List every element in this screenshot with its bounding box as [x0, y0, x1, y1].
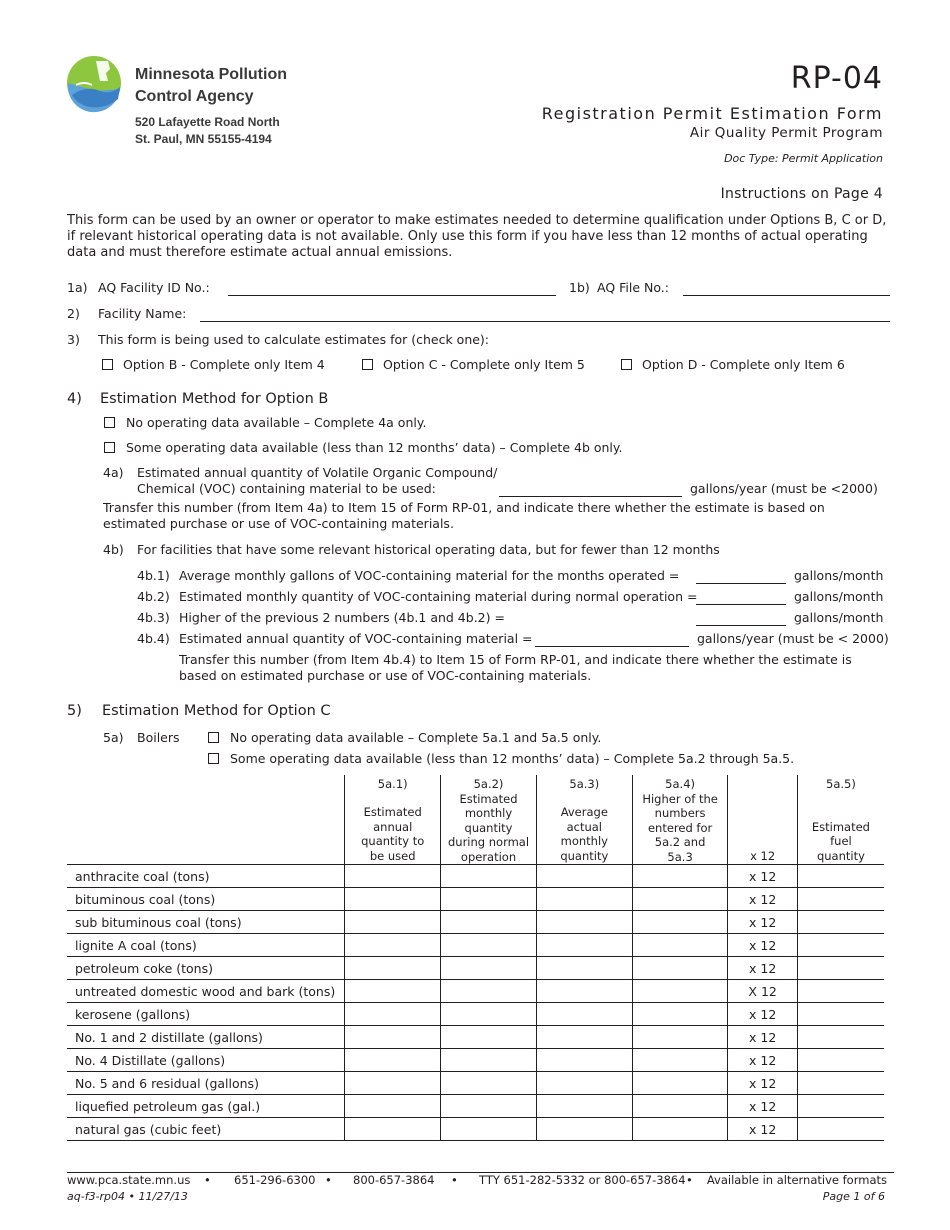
item-4b2-number: 4b.2) [137, 589, 170, 604]
agency-address-line1: 520 Lafayette Road North [135, 115, 280, 129]
footer-bullet: • [451, 1173, 458, 1187]
input-cell-5a4[interactable] [632, 1118, 728, 1141]
column-header-5a1 [345, 775, 441, 865]
input-cell-5a4[interactable] [632, 1003, 728, 1026]
fuel-type-label: No. 5 and 6 residual (gallons) [67, 1072, 345, 1095]
item-3-label: This form is being used to calculate estimates for (check one): [98, 332, 490, 347]
aq-facility-id-field[interactable] [228, 295, 556, 296]
input-cell-5a1[interactable] [345, 1118, 441, 1141]
fuel-type-label: bituminous coal (tons) [67, 888, 345, 911]
input-cell-5a3[interactable] [536, 1003, 632, 1026]
input-cell-5a5[interactable] [797, 1095, 884, 1118]
table-header-row [67, 775, 884, 865]
multiplier-label: x 12 [728, 888, 797, 911]
program-name: Air Quality Permit Program [689, 125, 883, 141]
column-header-desc: Estimated monthly quantity during normal operation [447, 791, 530, 864]
column-header-5a4 [632, 775, 728, 865]
input-cell-5a4[interactable] [632, 888, 728, 911]
option-b-some-data-label: Some operating data available (less than 12 months’ data) – Complete 4b only. [126, 440, 623, 455]
multiplier-label: x 12 [728, 1049, 797, 1072]
column-header-desc: Estimated annual quantity to be used [361, 805, 425, 863]
item-4b4-label: Estimated annual quantity of VOC-containing material = [179, 631, 533, 646]
multiplier-label: x 12 [728, 1003, 797, 1026]
footer-phone2: 800-657-3864 [353, 1173, 435, 1187]
item-4b-label: For facilities that have some relevant historical operating data, but for fewer than 12 months [137, 542, 720, 557]
input-cell-5a3[interactable] [536, 1049, 632, 1072]
input-cell-5a3[interactable] [536, 980, 632, 1003]
item-4a-transfer-note: Transfer this number (from Item 4a) to Item 15 of Form RP-01, and indicate there whether the estimate is based on estimated purchase or use of VOC-containing materials. [103, 500, 825, 531]
table-row [67, 1049, 884, 1072]
agency-name-line1: Minnesota Pollution [135, 66, 287, 83]
footer-form-code: aq-f3-rp04 • 11/27/13 [67, 1190, 188, 1203]
table-row [67, 888, 884, 911]
item-1a-number: 1a) [67, 280, 88, 295]
boiler-fuel-table [67, 775, 884, 1141]
form-title: Registration Permit Estimation Form [541, 104, 883, 123]
fuel-type-label: sub bituminous coal (tons) [67, 911, 345, 934]
input-cell-5a4[interactable] [632, 1026, 728, 1049]
item-5-number: 5) [67, 703, 82, 719]
column-header-5a2 [441, 775, 537, 865]
agency-address-line2: St. Paul, MN 55155-4194 [135, 132, 272, 146]
input-cell-5a5[interactable] [797, 1026, 884, 1049]
fuel-column-header [67, 775, 345, 865]
input-cell-5a1[interactable] [345, 1072, 441, 1095]
input-cell-5a5[interactable] [797, 934, 884, 957]
item-4b1-label: Average monthly gallons of VOC-containing material for the months operated = [179, 568, 680, 583]
input-cell-5a2[interactable] [441, 934, 537, 957]
item-4b4-field[interactable] [535, 646, 689, 647]
footer-phone1: 651-296-6300 [234, 1173, 316, 1187]
item-4a-unit: gallons/year (must be <2000) [690, 481, 878, 496]
multiplier-label: x 12 [728, 865, 797, 888]
item-4b2-field[interactable] [696, 604, 786, 605]
input-cell-5a2[interactable] [441, 1003, 537, 1026]
input-cell-5a4[interactable] [632, 980, 728, 1003]
item-4b1-number: 4b.1) [137, 568, 170, 583]
footer-bullet: • [325, 1173, 332, 1187]
item-4b4-number: 4b.4) [137, 631, 170, 646]
voc-annual-quantity-field[interactable] [499, 496, 682, 497]
fuel-type-label: kerosene (gallons) [67, 1003, 345, 1026]
fuel-type-label: petroleum coke (tons) [67, 957, 345, 980]
fuel-type-label: untreated domestic wood and bark (tons) [67, 980, 345, 1003]
input-cell-5a2[interactable] [441, 1095, 537, 1118]
table-row [67, 911, 884, 934]
fuel-type-label: No. 1 and 2 distillate (gallons) [67, 1026, 345, 1049]
table-row [67, 980, 884, 1003]
item-4b2-unit: gallons/month [794, 589, 884, 604]
input-cell-5a1[interactable] [345, 980, 441, 1003]
input-cell-5a3[interactable] [536, 911, 632, 934]
input-cell-5a2[interactable] [441, 1026, 537, 1049]
footer-bullet: • [686, 1173, 693, 1187]
fuel-type-label: liquefied petroleum gas (gal.) [67, 1095, 345, 1118]
input-cell-5a1[interactable] [345, 1026, 441, 1049]
input-cell-5a1[interactable] [345, 911, 441, 934]
facility-name-field[interactable] [200, 321, 890, 322]
table-row [67, 934, 884, 957]
input-cell-5a2[interactable] [441, 888, 537, 911]
table-row [67, 957, 884, 980]
input-cell-5a5[interactable] [797, 1118, 884, 1141]
input-cell-5a2[interactable] [441, 980, 537, 1003]
item-4b-number: 4b) [103, 542, 124, 557]
input-cell-5a4[interactable] [632, 934, 728, 957]
input-cell-5a3[interactable] [536, 865, 632, 888]
item-4a-line2: Chemical (VOC) containing material to be used: [137, 481, 436, 496]
table-row [67, 1026, 884, 1049]
option-c-label: Option C - Complete only Item 5 [383, 357, 585, 372]
column-header-desc: Higher of the numbers entered for 5a.2 and 5a.3 [642, 791, 718, 864]
fuel-type-label: lignite A coal (tons) [67, 934, 345, 957]
input-cell-5a4[interactable] [632, 911, 728, 934]
item-1b-number: 1b) [569, 280, 590, 295]
input-cell-5a1[interactable] [345, 1003, 441, 1026]
footer-page-number: Page 1 of 6 [822, 1190, 885, 1203]
multiplier-label: x 12 [728, 911, 797, 934]
input-cell-5a2[interactable] [441, 1118, 537, 1141]
multiplier-label: x 12 [728, 1072, 797, 1095]
column-header-desc: x 12 [750, 848, 776, 863]
input-cell-5a3[interactable] [536, 957, 632, 980]
option-b-some-data-checkbox[interactable] [104, 442, 115, 453]
item-4b-transfer-note: Transfer this number (from Item 4b.4) to Item 15 of Form RP-01, and indicate there whether the estimate is based on estimated purchase or use of VOC-containing materials. [179, 652, 852, 683]
instructions-note: Instructions on Page 4 [720, 186, 883, 202]
input-cell-5a3[interactable] [536, 1072, 632, 1095]
column-header-number: 5a.1) [377, 777, 408, 791]
table-row [67, 1118, 884, 1141]
input-cell-5a5[interactable] [797, 888, 884, 911]
form-number: RP-04 [790, 61, 883, 96]
input-cell-5a4[interactable] [632, 957, 728, 980]
column-header-5a5 [797, 775, 884, 865]
column-header-number: 5a.5) [826, 777, 856, 791]
input-cell-5a5[interactable] [797, 865, 884, 888]
input-cell-5a5[interactable] [797, 1049, 884, 1072]
item-5a-number: 5a) [103, 730, 124, 745]
option-c-no-data-label: No operating data available – Complete 5a.1 and 5a.5 only. [230, 730, 602, 745]
input-cell-5a3[interactable] [536, 1095, 632, 1118]
multiplier-label: x 12 [728, 957, 797, 980]
input-cell-5a2[interactable] [441, 1049, 537, 1072]
footer-bullet: • [204, 1173, 211, 1187]
table-row [67, 1003, 884, 1026]
input-cell-5a2[interactable] [441, 957, 537, 980]
input-cell-5a3[interactable] [536, 934, 632, 957]
item-4a-number: 4a) [103, 465, 124, 480]
option-d-label: Option D - Complete only Item 6 [642, 357, 845, 372]
input-cell-5a1[interactable] [345, 957, 441, 980]
input-cell-5a1[interactable] [345, 888, 441, 911]
input-cell-5a1[interactable] [345, 865, 441, 888]
item-4-number: 4) [67, 391, 82, 407]
fuel-type-label: natural gas (cubic feet) [67, 1118, 345, 1141]
option-c-no-data-checkbox[interactable] [208, 732, 219, 743]
column-header-desc: Estimated fuel quantity [811, 819, 870, 863]
option-d-checkbox[interactable] [621, 359, 632, 370]
item-1b-label: AQ File No.: [597, 280, 669, 295]
item-1a-label: AQ Facility ID No.: [98, 280, 210, 295]
input-cell-5a4[interactable] [632, 1049, 728, 1072]
item-3-number: 3) [67, 332, 80, 347]
column-header-desc: Average actual monthly quantity [560, 805, 609, 863]
input-cell-5a5[interactable] [797, 980, 884, 1003]
option-b-no-data-checkbox[interactable] [104, 417, 115, 428]
footer-alt-formats: Available in alternative formats [706, 1173, 887, 1187]
multiplier-label: X 12 [728, 980, 797, 1003]
input-cell-5a2[interactable] [441, 1072, 537, 1095]
item-4a-line1: Estimated annual quantity of Volatile Organic Compound/ [137, 465, 498, 480]
footer-website: www.pca.state.mn.us [67, 1173, 191, 1187]
column-header-number [728, 775, 796, 777]
input-cell-5a2[interactable] [441, 865, 537, 888]
item-4b1-field[interactable] [696, 583, 786, 584]
item-4b3-label: Higher of the previous 2 numbers (4b.1 and 4b.2) = [179, 610, 505, 625]
column-header-5a3 [536, 775, 632, 865]
footer-tty: TTY 651-282-5332 or 800-657-3864 [479, 1173, 686, 1187]
table-row [67, 1095, 884, 1118]
option-b-label: Option B - Complete only Item 4 [123, 357, 325, 372]
table-row [67, 1072, 884, 1095]
column-header-number: 5a.2) [473, 777, 504, 791]
input-cell-5a5[interactable] [797, 1003, 884, 1026]
item-4b4-unit: gallons/year (must be < 2000) [697, 631, 889, 646]
input-cell-5a3[interactable] [536, 1118, 632, 1141]
input-cell-5a1[interactable] [345, 934, 441, 957]
item-4b3-field[interactable] [696, 625, 786, 626]
option-b-checkbox[interactable] [102, 359, 113, 370]
agency-logo-icon [66, 55, 126, 115]
item-5a-label: Boilers [137, 730, 180, 745]
table-row [67, 865, 884, 888]
input-cell-5a1[interactable] [345, 1095, 441, 1118]
input-cell-5a2[interactable] [441, 911, 537, 934]
agency-name-line2: Control Agency [135, 88, 254, 105]
input-cell-5a4[interactable] [632, 865, 728, 888]
multiplier-label: x 12 [728, 1095, 797, 1118]
option-c-some-data-label: Some operating data available (less than 12 months’ data) – Complete 5a.2 through 5a.5. [230, 751, 795, 766]
aq-file-no-field[interactable] [683, 295, 890, 296]
multiplier-label: x 12 [728, 1118, 797, 1141]
intro-text: This form can be used by an owner or operator to make estimates needed to determine qualification under Options B, C or D, if relevant historical operating data is not available. Only use this form if you have less than 12 months of actual operating data and must therefore estimate actual annual emissions. [67, 213, 887, 260]
column-header-multiplier [728, 775, 797, 865]
agency-logo [66, 55, 126, 115]
input-cell-5a1[interactable] [345, 1049, 441, 1072]
multiplier-label: x 12 [728, 1026, 797, 1049]
input-cell-5a3[interactable] [536, 1026, 632, 1049]
input-cell-5a3[interactable] [536, 888, 632, 911]
item-4b2-label: Estimated monthly quantity of VOC-containing material during normal operation = [179, 589, 698, 604]
input-cell-5a5[interactable] [797, 1072, 884, 1095]
doc-type: Doc Type: Permit Application [724, 152, 883, 165]
item-2-number: 2) [67, 306, 80, 321]
option-c-checkbox[interactable] [362, 359, 373, 370]
input-cell-5a4[interactable] [632, 1072, 728, 1095]
fuel-type-label: anthracite coal (tons) [67, 865, 345, 888]
column-header-number: 5a.4) [665, 777, 695, 791]
option-b-no-data-label: No operating data available – Complete 4a only. [126, 415, 427, 430]
item-2-label: Facility Name: [98, 306, 187, 321]
item-4b3-unit: gallons/month [794, 610, 884, 625]
item-5-heading: Estimation Method for Option C [102, 703, 331, 719]
item-4b1-unit: gallons/month [794, 568, 884, 583]
multiplier-label: x 12 [728, 934, 797, 957]
input-cell-5a4[interactable] [632, 1095, 728, 1118]
column-header-number: 5a.3) [569, 777, 600, 791]
input-cell-5a5[interactable] [797, 911, 884, 934]
input-cell-5a5[interactable] [797, 957, 884, 980]
item-4b3-number: 4b.3) [137, 610, 170, 625]
fuel-type-label: No. 4 Distillate (gallons) [67, 1049, 345, 1072]
option-c-some-data-checkbox[interactable] [208, 753, 219, 764]
item-4-heading: Estimation Method for Option B [100, 391, 329, 407]
